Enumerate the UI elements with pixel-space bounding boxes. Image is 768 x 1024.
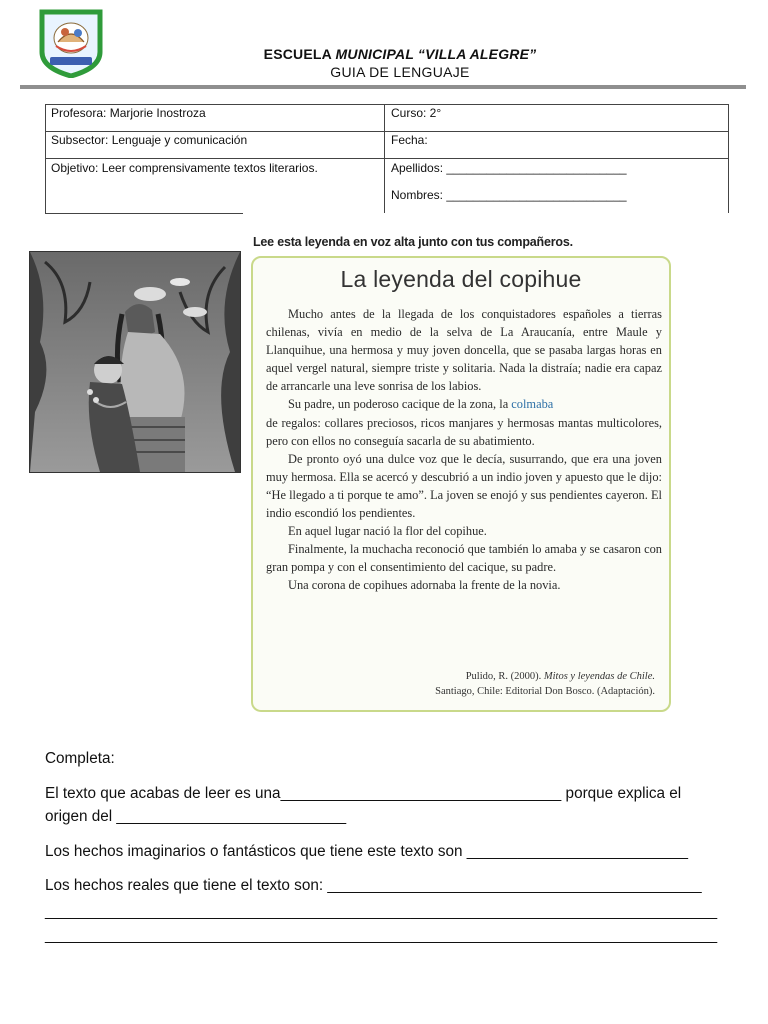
question-1-line-2[interactable]: origen del ___________________________: [45, 808, 347, 825]
question-3[interactable]: Los hechos reales que tiene el texto son: ____________________________________________: [45, 877, 702, 894]
answer-blank-line[interactable]: _______________________________________________________________________________: [45, 927, 718, 944]
surnames-field[interactable]: Apellidos: ___________________________: [391, 161, 627, 175]
paragraph: Su padre, un poderoso cacique de la zona, la colmaba: [288, 397, 554, 412]
subsector-cell: Subsector: Lenguaje y comunicación: [51, 133, 248, 147]
paragraph: de regalos: collares preciosos, ricos manjares y hermosas mantas multicolores, pero con ellos no conseguía sacarla de su abatimiento.: [266, 415, 662, 448]
table-border-row2: [45, 158, 729, 159]
highlighted-word: colmaba: [511, 397, 554, 412]
paragraph: Finalmente, la muchacha reconoció que también lo amaba y se casaron con gran pompa y con el consentimiento del cacique, su padre.: [266, 542, 662, 575]
date-field[interactable]: Fecha:: [391, 133, 428, 147]
paragraph: Mucho antes de la llegada de los conquistadores españoles a tierras chilenas, vivía en medio de la selva de La Araucanía, entre Maule y Llanquihue, una hermosa y muy joven doncella, que se pasaba largas horas en aquel vergel natural, siempre triste y solitaria. Nada la distraía; nadie era capaz de arrancarle una leve sonrisa de los labios.: [266, 307, 662, 394]
paragraph: Una corona de copihues adornaba la frente de la novia.: [288, 578, 561, 593]
objective-cell: Objetivo: Leer comprensivamente textos literarios.: [51, 161, 318, 175]
legend-illustration: [29, 251, 241, 473]
school-title: ESCUELA MUNICIPAL “VILLA ALEGRE”: [263, 46, 537, 62]
info-table: [45, 104, 729, 214]
reading-instruction: Lee esta leyenda en voz alta junto con tus compañeros.: [253, 235, 573, 249]
header-divider: [20, 85, 746, 89]
question-1-line-1[interactable]: El texto que acabas de leer es una_________________________________ porque explica el: [45, 785, 682, 802]
guide-title: GUIA DE LENGUAJE: [330, 64, 470, 80]
teacher-cell: Profesora: Marjorie Inostroza: [51, 106, 206, 120]
table-border-bottom: [45, 213, 243, 214]
reading-card: [251, 256, 671, 712]
reading-text: [266, 305, 662, 595]
source-citation: Pulido, R. (2000). Mitos y leyendas de Chile. Santiago, Chile: Editorial Don Bosco. (Adaptación).: [435, 671, 655, 697]
reading-title: La leyenda del copihue: [340, 266, 582, 292]
question-2[interactable]: Los hechos imaginarios o fantásticos que tiene este texto son __________________________: [45, 843, 688, 860]
table-border-right: [728, 104, 729, 213]
paragraph: De pronto oyó una dulce voz que le decía, susurrando, que era una joven muy hermosa. Ella se acercó y descubrió a un indio joven y apuesto que le dijo: “He llegado a ti porque te amo”. La joven se enojó y sus pendientes cayeron. El indio escondió los pendientes.: [266, 451, 662, 521]
course-cell: Curso: 2°: [391, 106, 442, 120]
answer-blank-line[interactable]: _______________________________________________________________________________: [45, 903, 718, 920]
tasks-heading: Completa:: [45, 750, 115, 767]
paragraph: En aquel lugar nació la flor del copihue.: [288, 524, 487, 539]
school-logo: [38, 8, 104, 78]
names-field[interactable]: Nombres: ___________________________: [391, 188, 627, 202]
